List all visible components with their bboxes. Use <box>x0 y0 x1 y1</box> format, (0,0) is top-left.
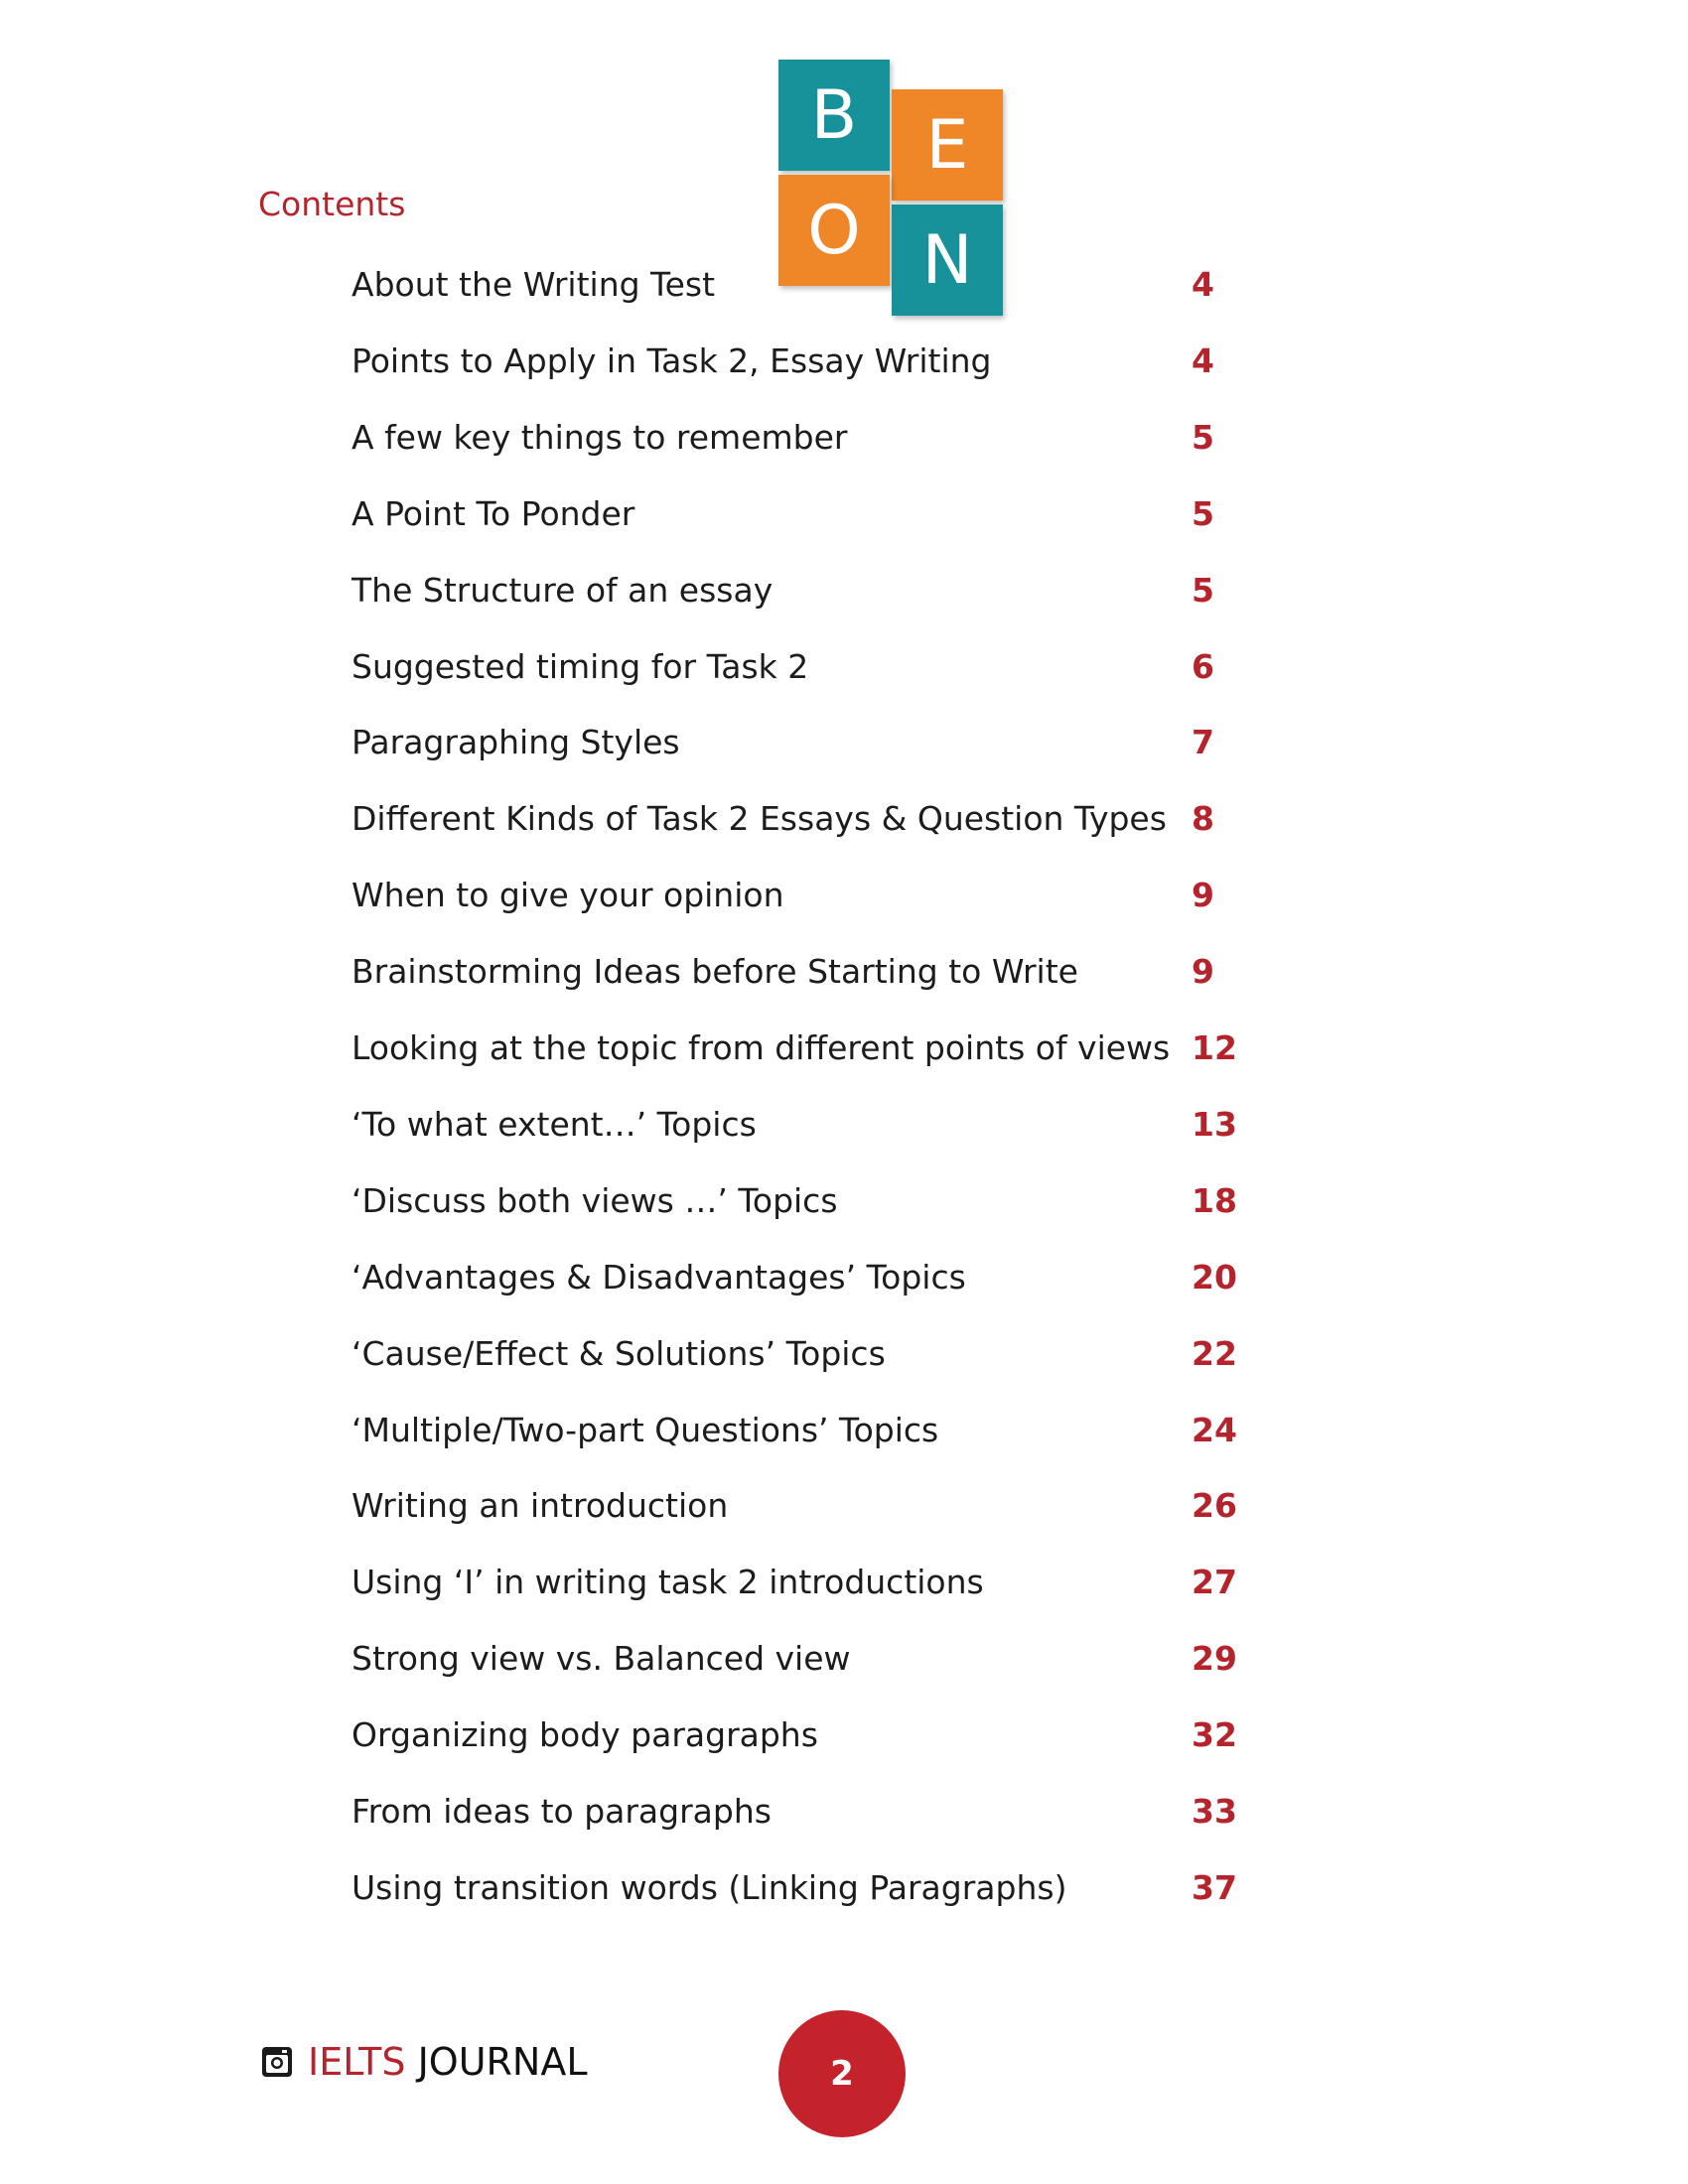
toc-entry[interactable] <box>352 337 1245 396</box>
toc-entry-title: Looking at the topic from different points of views <box>352 1028 1171 1067</box>
toc-entry[interactable] <box>352 1176 1245 1236</box>
toc-entry-title: Suggested timing for Task 2 <box>352 646 809 686</box>
logo-tile-o: O <box>778 175 890 286</box>
toc-entry-page: 5 <box>1192 493 1214 533</box>
toc-entry-page: 33 <box>1192 1792 1237 1831</box>
logo-tile-b: B <box>778 60 890 171</box>
toc-entry[interactable] <box>352 642 1245 702</box>
toc-entry-title: Points to Apply in Task 2, Essay Writing <box>352 341 992 380</box>
toc-entry-title: Strong view vs. Balanced view <box>352 1639 851 1679</box>
toc-entry[interactable] <box>352 1024 1245 1083</box>
toc-entry-title: ‘Multiple/Two-part Questions’ Topics <box>352 1410 939 1449</box>
toc-entry-title: ‘Advantages & Disadvantages’ Topics <box>352 1257 966 1297</box>
brand-ielts: IELTS <box>308 2040 406 2084</box>
toc-entry-page: 37 <box>1192 1867 1237 1907</box>
toc-entry-title: From ideas to paragraphs <box>352 1792 772 1831</box>
toc-entry-title: Writing an introduction <box>352 1486 729 1526</box>
toc-entry[interactable] <box>352 1710 1245 1770</box>
toc-entry[interactable] <box>352 1787 1245 1846</box>
toc-entry-title: ‘Discuss both views …’ Topics <box>352 1180 838 1220</box>
toc-entry[interactable] <box>352 947 1245 1007</box>
instagram-icon <box>260 2045 294 2079</box>
toc-entry-page: 13 <box>1192 1104 1237 1144</box>
toc-entry[interactable] <box>352 1100 1245 1160</box>
toc-entry-title: Using ‘I’ in writing task 2 introductions <box>352 1563 984 1602</box>
toc-entry-page: 22 <box>1192 1333 1237 1373</box>
toc-entry-title: ‘To what extent…’ Topics <box>352 1104 757 1144</box>
brand-journal: JOURNAL <box>417 2040 588 2084</box>
toc-entry[interactable] <box>352 566 1245 625</box>
toc-entry[interactable] <box>352 794 1245 854</box>
page-number: 2 <box>830 2054 854 2094</box>
toc-entry-page: 7 <box>1192 723 1214 762</box>
toc-entry-page: 8 <box>1192 799 1214 839</box>
toc-entry[interactable] <box>352 413 1245 473</box>
toc-entry-title: ‘Cause/Effect & Solutions’ Topics <box>352 1333 886 1373</box>
toc-entry-title: A Point To Ponder <box>352 493 635 533</box>
toc-entry-title: About the Writing Test <box>352 265 716 304</box>
toc-entry-title: Using transition words (Linking Paragraphs) <box>352 1867 1067 1907</box>
page-number-badge <box>778 2010 906 2137</box>
toc-entry-title: A few key things to remember <box>352 417 848 457</box>
toc-entry-title: Organizing body paragraphs <box>352 1715 818 1755</box>
toc-entry-page: 9 <box>1192 952 1214 992</box>
contents-heading: Contents <box>258 185 406 223</box>
toc-entry-title: The Structure of an essay <box>352 570 774 610</box>
toc-entry-title: When to give your opinion <box>352 876 784 915</box>
toc-entry[interactable] <box>352 1406 1245 1465</box>
toc-entry[interactable] <box>352 718 1245 777</box>
toc-entry-page: 18 <box>1192 1180 1237 1220</box>
toc-entry[interactable] <box>352 1863 1245 1923</box>
toc-entry-title: Different Kinds of Task 2 Essays & Question Types <box>352 799 1167 839</box>
toc-entry-page: 32 <box>1192 1715 1237 1755</box>
toc-entry-page: 20 <box>1192 1257 1237 1297</box>
toc-entry[interactable] <box>352 1558 1245 1617</box>
toc-entry-page: 12 <box>1192 1028 1237 1067</box>
toc-entry[interactable] <box>352 260 1245 320</box>
toc-entry[interactable] <box>352 1329 1245 1389</box>
logo-tile-n: N <box>892 205 1003 316</box>
toc-entry-page: 5 <box>1192 417 1214 457</box>
brand-name <box>308 2037 588 2087</box>
footer-brand <box>260 2037 588 2087</box>
toc-entry-page: 6 <box>1192 646 1214 686</box>
toc-entry[interactable] <box>352 1481 1245 1541</box>
toc-entry-page: 29 <box>1192 1639 1237 1679</box>
toc-entry[interactable] <box>352 871 1245 930</box>
toc-entry-page: 24 <box>1192 1410 1237 1449</box>
toc-entry-page: 27 <box>1192 1563 1237 1602</box>
toc-entry-page: 26 <box>1192 1486 1237 1526</box>
toc-entry-title: Paragraphing Styles <box>352 723 680 762</box>
toc-entry-page: 4 <box>1192 341 1214 380</box>
toc-entry[interactable] <box>352 1634 1245 1694</box>
toc-entry-page: 5 <box>1192 570 1214 610</box>
toc-entry-page: 9 <box>1192 876 1214 915</box>
toc-entry[interactable] <box>352 1253 1245 1312</box>
logo-tile-e: E <box>892 89 1003 201</box>
toc-entry[interactable] <box>352 489 1245 549</box>
toc-entry-title: Brainstorming Ideas before Starting to Write <box>352 952 1078 992</box>
toc-entry-page: 4 <box>1192 265 1214 304</box>
